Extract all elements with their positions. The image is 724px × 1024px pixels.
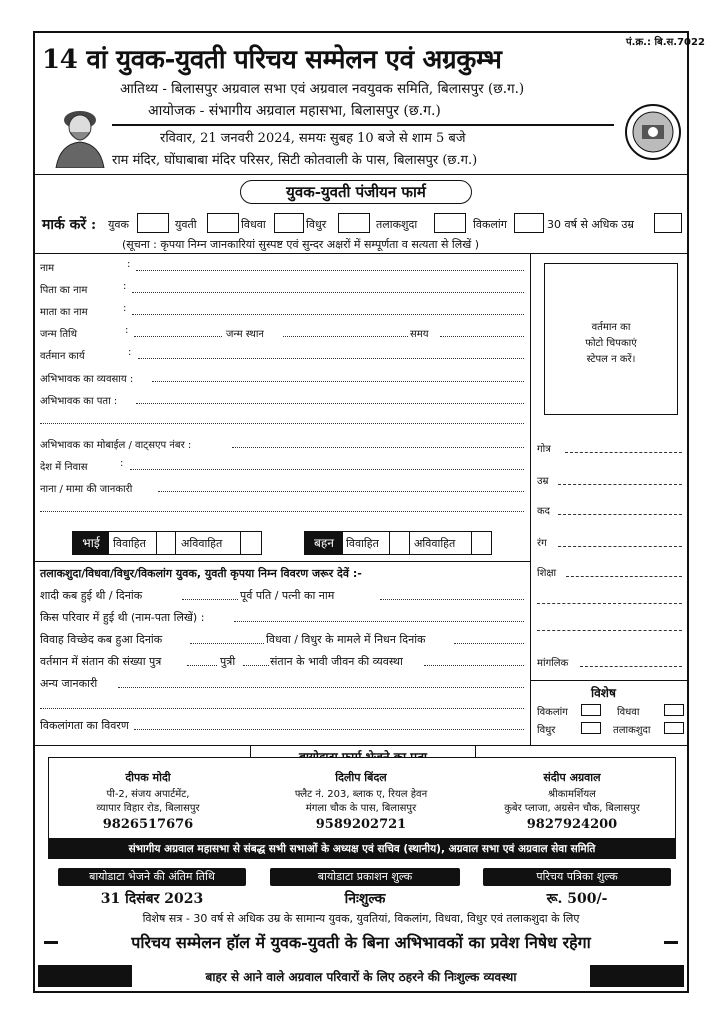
- header-bottom-rule: [35, 174, 687, 175]
- special-vidhwa-checkbox[interactable]: [664, 704, 684, 716]
- education-field-3[interactable]: [537, 630, 682, 631]
- divorce-date-field[interactable]: [190, 643, 264, 644]
- special-viklang-label: विकलांग: [537, 707, 568, 718]
- guardian-address-label: अभिभावक का पता :: [40, 396, 118, 407]
- colon: :: [120, 458, 124, 469]
- sister-unmarried-count[interactable]: [472, 532, 491, 554]
- stay-notice: बाहर से आने वाले अग्रवाल परिवारों के लिए ठहरने की निःशुल्क व्यवस्था: [205, 970, 517, 984]
- entry-notice: परिचय सम्मेलन हॉल में युवक-युवती के बिना अभिभावकों का प्रवेश निषेध रहेगा: [131, 933, 591, 952]
- publish-fee-value: निःशुल्क: [344, 891, 386, 907]
- contact-phone[interactable]: 9826517676: [102, 817, 194, 832]
- registration-number: पं.क्र.: बि.स.7022: [626, 37, 705, 48]
- guardian-mobile-field[interactable]: [232, 447, 524, 448]
- special-vidhwa-label: विधवा: [617, 707, 640, 718]
- photo-text-2: फोटो चिपकाएं: [585, 338, 637, 349]
- host-line: आतिथ्य - बिलासपुर अग्रवाल सभा एवं अग्रवाल नवयुवक समिति, बिलासपुर (छ.ग.): [120, 81, 525, 97]
- manglik-field[interactable]: [580, 666, 682, 667]
- children-daughter-label: पुत्री: [220, 655, 236, 668]
- marriage-date-field[interactable]: [182, 599, 238, 600]
- sister-unmarried-label: अविवाहित: [414, 537, 456, 550]
- divider: [409, 531, 410, 555]
- name-label: नाम: [40, 263, 55, 274]
- mark-option-viklang: विकलांग: [473, 218, 507, 231]
- last-date-label: बायोडाटा भेजने की अंतिम तिथि: [58, 868, 246, 886]
- mark-option-vidhwa: विधवा: [241, 218, 266, 231]
- dob-label: जन्म तिथि: [40, 329, 78, 340]
- guardian-address-field[interactable]: [136, 403, 524, 404]
- guardian-mobile-label: अभिभावक का मोबाईल / वाट्सएप नंबर :: [40, 440, 192, 451]
- birthplace-label: जन्म स्थान: [226, 329, 264, 340]
- mark-option-yuvati: युवती: [175, 218, 197, 231]
- mark-checkbox-talakshuda[interactable]: [434, 213, 466, 233]
- divorce-date-label: विवाह विच्छेद कब हुआ दिनांक: [40, 633, 163, 646]
- age-label: उम्र: [537, 476, 549, 487]
- dob-field[interactable]: [134, 336, 222, 337]
- special-talakshuda-checkbox[interactable]: [664, 722, 684, 734]
- organizer-line: आयोजक - संभागीय अग्रवाल महासभा, बिलासपुर (छ.ग.): [148, 103, 441, 119]
- contact-address: व्यापार विहार रोड, बिलासपुर: [96, 803, 200, 814]
- notice-bar-left: [44, 941, 58, 944]
- time-label: समय: [410, 329, 429, 340]
- mark-option-talakshuda: तलाकशुदा: [376, 218, 418, 231]
- age-field[interactable]: [558, 484, 682, 485]
- education-field[interactable]: [566, 576, 682, 577]
- family-field[interactable]: [234, 621, 524, 622]
- brother-married-label: विवाहित: [113, 537, 146, 550]
- contact-address: पी-2, संजय अपार्टमेंट,: [106, 789, 190, 800]
- section-rule: [35, 253, 687, 254]
- father-label: पिता का नाम: [40, 285, 88, 296]
- special-talakshuda-label: तलाकशुदा: [613, 725, 651, 736]
- color-field[interactable]: [558, 546, 682, 547]
- brother-label: भाई: [73, 532, 109, 554]
- mark-checkbox-yuvati[interactable]: [207, 213, 239, 233]
- mark-checkbox-above30[interactable]: [654, 213, 682, 233]
- colon: :: [128, 347, 132, 358]
- special-vidhur-label: विधुर: [537, 725, 556, 736]
- children-future-label: संतान के भावी जीवन की व्यवस्था: [270, 655, 403, 668]
- mark-checkbox-viklang[interactable]: [514, 213, 544, 233]
- special-section-heading: तलाकशुदा/विधवा/विधुर/विकलांग युवक, युवती कृपया निम्न विवरण जरूर देवें :-: [40, 567, 362, 580]
- contact-name: दीपक मोदी: [125, 771, 171, 784]
- height-label: कद: [537, 506, 550, 517]
- work-label: वर्तमान कार्य: [40, 351, 85, 362]
- residence-label: देश में निवास: [40, 462, 88, 473]
- contact-phone[interactable]: 9827924200: [526, 817, 618, 832]
- spouse-name-label: पूर्व पति / पत्नी का नाम: [240, 589, 335, 602]
- right-column-divider: [530, 253, 531, 745]
- colon: :: [123, 303, 127, 314]
- residence-field[interactable]: [130, 469, 524, 470]
- special-rule: [530, 680, 687, 681]
- founder-portrait-icon: [52, 100, 108, 168]
- guardian-job-label: अभिभावक का व्यवसाय :: [40, 374, 134, 385]
- contact-name: दिलीप बिंदल: [335, 771, 387, 784]
- mark-option-yuvak: युवक: [108, 218, 129, 231]
- contact-address: मंगला चौक के पास, बिलासपुर: [305, 803, 417, 814]
- sister-married-count[interactable]: [390, 532, 408, 554]
- contact-address: कुबेर प्लाजा, अग्रसेन चौक, बिलासपुर: [504, 803, 640, 814]
- birthplace-field[interactable]: [283, 336, 408, 337]
- other-info-field[interactable]: [118, 687, 524, 688]
- header-divider: [112, 124, 614, 126]
- mother-label: माता का नाम: [40, 307, 88, 318]
- family-label: किस परिवार में हुई थी (नाम-पता लिखें) :: [40, 611, 205, 624]
- nana-mama-field-2[interactable]: [40, 511, 524, 512]
- stay-bar-left: [38, 965, 132, 987]
- children-daughter-field[interactable]: [243, 665, 269, 666]
- colon: :: [123, 281, 127, 292]
- colon: :: [125, 325, 129, 336]
- last-date-value: 31 दिसंबर 2023: [100, 891, 204, 907]
- mark-option-above30: 30 वर्ष से अधिक उम्र: [547, 218, 634, 231]
- special-session-note: विशेष सत्र - 30 वर्ष से अधिक उम्र के सामान्य युवक, युवतियां, विकलांग, विधवा, विधुर एवं तलाकशुदा के लिए: [142, 912, 580, 925]
- nana-mama-field[interactable]: [158, 491, 524, 492]
- photo-text-1: वर्तमान का: [591, 322, 631, 333]
- divider: [175, 531, 176, 555]
- mark-checkbox-vidhur[interactable]: [338, 213, 370, 233]
- color-label: रंग: [537, 538, 547, 549]
- contact-name: संदीप अग्रवाल: [543, 771, 601, 784]
- children-son-label: वर्तमान में संतान की संख्या पुत्र: [40, 655, 162, 668]
- sabha-emblem-icon: [624, 103, 682, 161]
- special-title: विशेष: [591, 686, 616, 700]
- instruction-note: (सूचना : कृपया निम्न जानकारियां सुस्पष्ट एवं सुन्दर अक्षरों में सम्पूर्णता व सत्यता से लिखें ): [122, 238, 480, 251]
- section-rule: [35, 561, 530, 562]
- time-field[interactable]: [440, 336, 524, 337]
- contact-phone[interactable]: 9589202721: [315, 817, 407, 832]
- disability-field[interactable]: [134, 729, 524, 730]
- brother-unmarried-label: अविवाहित: [181, 537, 223, 550]
- sister-married-label: विवाहित: [346, 537, 379, 550]
- special-viklang-checkbox[interactable]: [581, 704, 601, 716]
- education-field-2[interactable]: [537, 603, 682, 604]
- contact-address: फ्लैट नं. 203, ब्लाक ए, रियल हेवन: [294, 789, 428, 800]
- height-field[interactable]: [558, 514, 682, 515]
- other-info-label: अन्य जानकारी: [40, 677, 98, 690]
- notice-bar-right: [664, 941, 678, 944]
- mark-option-vidhur: विधुर: [306, 218, 327, 231]
- children-son-field[interactable]: [187, 665, 217, 666]
- event-venue: राम मंदिर, घोंघाबाबा मंदिर परिसर, सिटी कोतवाली के पास, बिलासपुर (छ.ग.): [112, 153, 478, 168]
- magazine-fee-label: परिचय पत्रिका शुल्क: [483, 868, 671, 886]
- sabha-banner: संभागीय अग्रवाल महासभा से संबद्ध सभी सभाओं के अध्यक्ष एवं सचिव (स्थानीय), अग्रवाल सभा एवं अग्रवाल सेवा समिति: [48, 839, 676, 859]
- magazine-fee-value: रू. 500/-: [546, 891, 608, 907]
- name-field[interactable]: [136, 270, 524, 271]
- death-date-field[interactable]: [454, 643, 524, 644]
- children-future-field[interactable]: [424, 665, 524, 666]
- mother-field[interactable]: [132, 314, 524, 315]
- death-date-label: विधवा / विधुर के मामले में निधन दिनांक: [266, 633, 426, 646]
- education-label: शिक्षा: [537, 568, 557, 579]
- guardian-job-field[interactable]: [152, 381, 524, 382]
- mark-checkbox-yuvak[interactable]: [137, 213, 169, 233]
- stay-bar-right: [590, 965, 684, 987]
- work-field[interactable]: [138, 358, 524, 359]
- disability-label: विकलांगता का विवरण: [40, 719, 129, 732]
- spouse-name-field[interactable]: [380, 599, 524, 600]
- colon: :: [127, 259, 131, 270]
- form-title: युवक-युवती पंजीयन फार्म: [286, 183, 426, 201]
- brother-married-count[interactable]: [157, 532, 175, 554]
- publish-fee-label: बायोडाटा प्रकाशन शुल्क: [270, 868, 460, 886]
- photo-text-3: स्टेपल न करें।: [586, 354, 636, 365]
- other-info-field-2[interactable]: [40, 708, 524, 709]
- nana-mama-label: नाना / मामा की जानकारी: [40, 484, 133, 495]
- gotra-field[interactable]: [565, 452, 682, 453]
- marriage-date-label: शादी कब हुई थी / दिनांक: [40, 589, 143, 602]
- sister-label: बहन: [305, 532, 343, 554]
- brother-unmarried-count[interactable]: [241, 532, 261, 554]
- contact-address: श्रीकामर्शियल: [548, 789, 596, 800]
- manglik-label: मांगलिक: [537, 658, 569, 669]
- gotra-label: गोत्र: [537, 444, 551, 455]
- father-field[interactable]: [132, 292, 524, 293]
- special-vidhur-checkbox[interactable]: [581, 722, 601, 734]
- mark-checkbox-vidhwa[interactable]: [274, 213, 304, 233]
- event-datetime: रविवार, 21 जनवरी 2024, समयः सुबह 10 बजे से शाम 5 बजे: [160, 131, 466, 146]
- page-title: 14 वां युवक-युवती परिचय सम्मेलन एवं अग्रकुम्भ: [42, 45, 502, 75]
- mark-label: मार्क करें :: [42, 217, 97, 233]
- guardian-address-field-2[interactable]: [40, 423, 524, 424]
